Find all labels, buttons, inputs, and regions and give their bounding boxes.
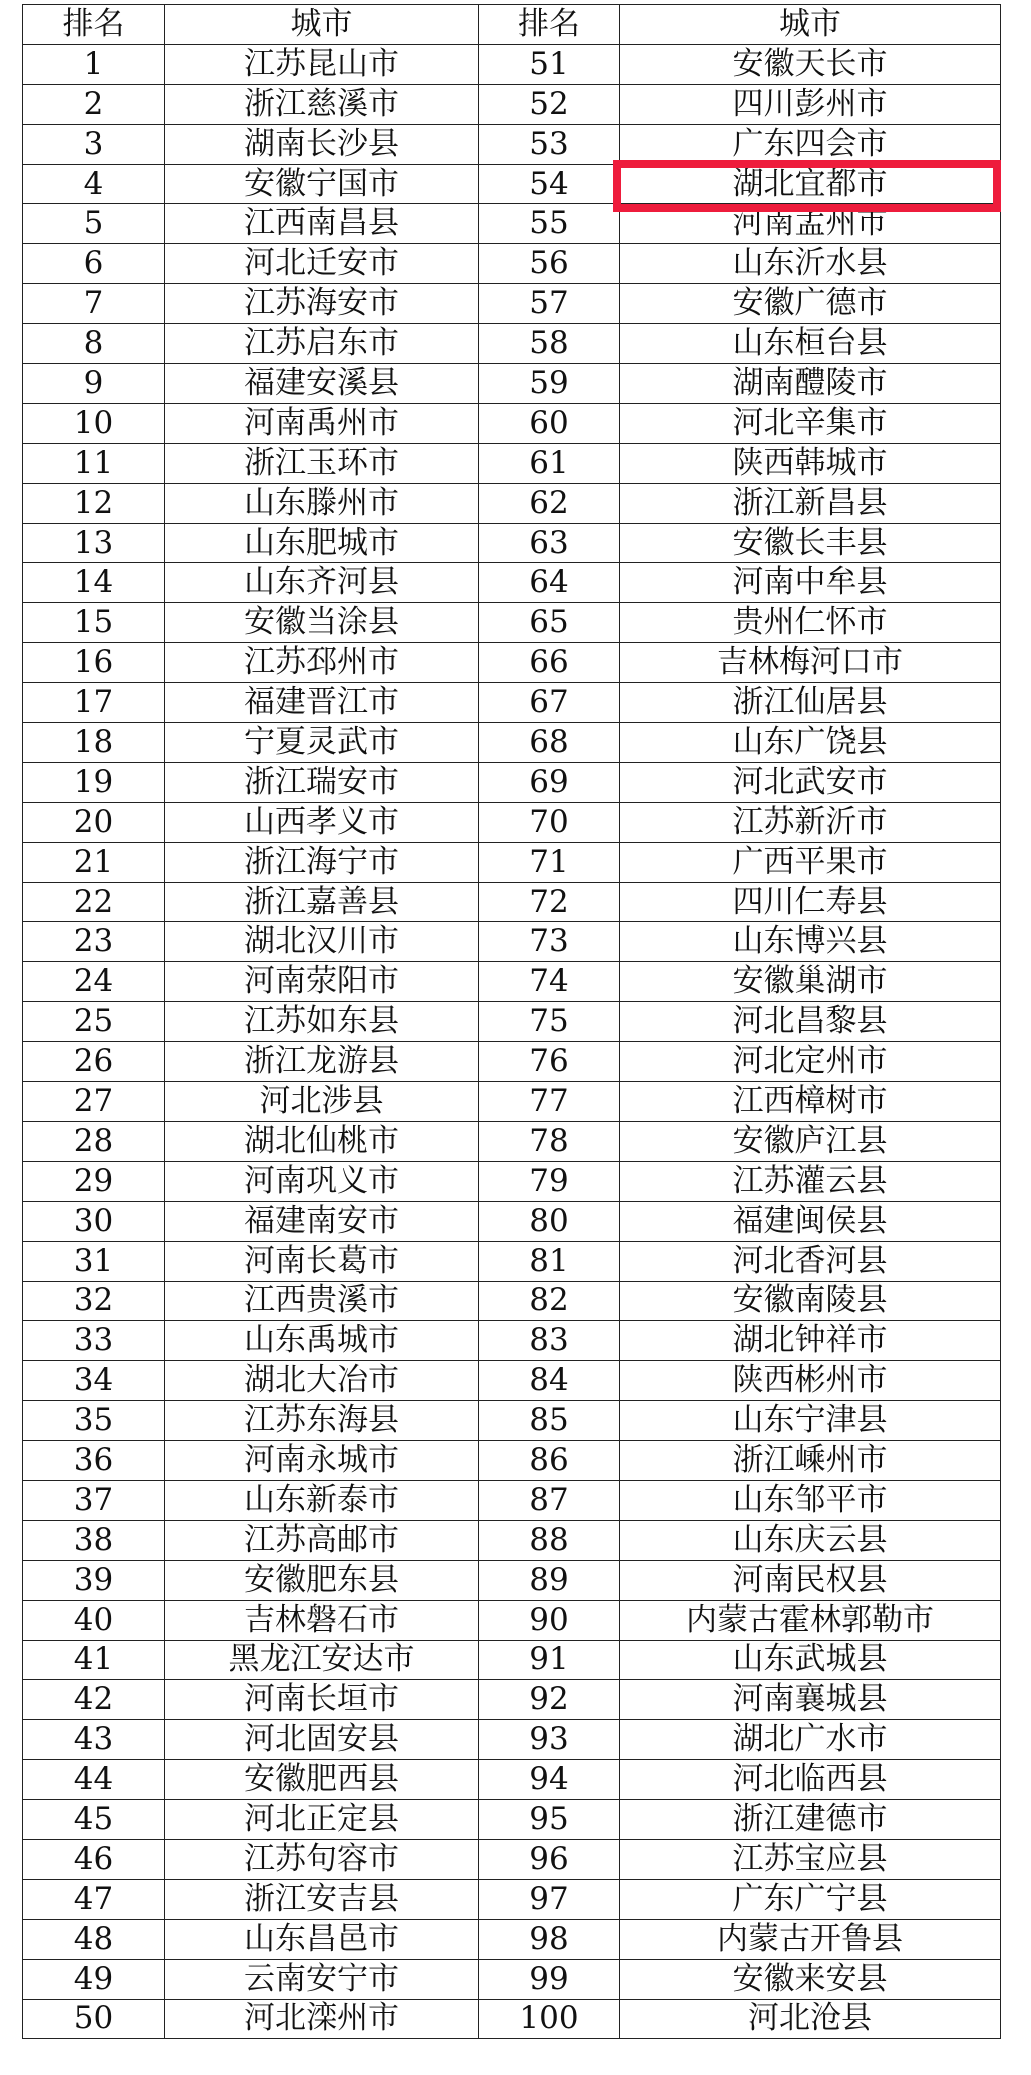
rank-left-cell: 44 bbox=[23, 1760, 165, 1800]
city-left-cell: 山东肥城市 bbox=[165, 523, 479, 563]
city-right-cell: 河北武安市 bbox=[620, 762, 1001, 802]
city-left-cell: 浙江海宁市 bbox=[165, 842, 479, 882]
table-row bbox=[23, 443, 1001, 483]
table-row bbox=[23, 1760, 1001, 1800]
city-right-cell: 河南襄城县 bbox=[620, 1680, 1001, 1720]
city-left-cell: 山东齐河县 bbox=[165, 563, 479, 603]
city-right-cell: 安徽长丰县 bbox=[620, 523, 1001, 563]
city-right-cell: 河北沧县 bbox=[620, 1999, 1001, 2039]
city-right-cell: 河北香河县 bbox=[620, 1241, 1001, 1281]
city-right-cell: 湖北钟祥市 bbox=[620, 1321, 1001, 1361]
city-right-cell: 广东广宁县 bbox=[620, 1879, 1001, 1919]
city-right-cell: 陕西韩城市 bbox=[620, 443, 1001, 483]
city-left-cell: 河南长葛市 bbox=[165, 1241, 479, 1281]
rank-right-cell: 56 bbox=[479, 244, 620, 284]
city-left-cell: 安徽肥西县 bbox=[165, 1760, 479, 1800]
rank-right-cell: 62 bbox=[479, 483, 620, 523]
table-row bbox=[23, 1560, 1001, 1600]
rank-left-cell: 18 bbox=[23, 723, 165, 763]
rank-right-cell: 74 bbox=[479, 962, 620, 1002]
rank-left-cell: 34 bbox=[23, 1361, 165, 1401]
rank-left-cell: 47 bbox=[23, 1879, 165, 1919]
rank-right-cell: 88 bbox=[479, 1520, 620, 1560]
city-right-cell: 河北定州市 bbox=[620, 1042, 1001, 1082]
city-left-cell: 河南永城市 bbox=[165, 1441, 479, 1481]
rank-left-cell: 41 bbox=[23, 1640, 165, 1680]
city-left-cell: 江苏东海县 bbox=[165, 1401, 479, 1441]
rank-left-cell: 20 bbox=[23, 802, 165, 842]
rank-left-cell: 30 bbox=[23, 1201, 165, 1241]
city-left-cell: 江苏如东县 bbox=[165, 1002, 479, 1042]
table-row bbox=[23, 324, 1001, 364]
city-right-cell: 安徽广德市 bbox=[620, 284, 1001, 324]
table-row bbox=[23, 1600, 1001, 1640]
city-left-cell: 福建南安市 bbox=[165, 1201, 479, 1241]
header-city-left: 城市 bbox=[165, 5, 479, 45]
city-left-cell: 湖北大冶市 bbox=[165, 1361, 479, 1401]
rank-right-cell: 60 bbox=[479, 403, 620, 443]
rank-right-cell: 52 bbox=[479, 84, 620, 124]
table-row bbox=[23, 1999, 1001, 2039]
rank-right-cell: 86 bbox=[479, 1441, 620, 1481]
city-right-cell: 河南民权县 bbox=[620, 1560, 1001, 1600]
rank-right-cell: 65 bbox=[479, 603, 620, 643]
rank-right-cell: 87 bbox=[479, 1480, 620, 1520]
rank-left-cell: 17 bbox=[23, 683, 165, 723]
rank-right-cell: 84 bbox=[479, 1361, 620, 1401]
rank-right-cell: 79 bbox=[479, 1161, 620, 1201]
table-row bbox=[23, 842, 1001, 882]
city-left-cell: 江苏昆山市 bbox=[165, 44, 479, 84]
city-right-cell: 陕西彬州市 bbox=[620, 1361, 1001, 1401]
city-left-cell: 安徽当涂县 bbox=[165, 603, 479, 643]
city-right-cell: 湖北宜都市 bbox=[620, 164, 1001, 204]
city-left-cell: 浙江龙游县 bbox=[165, 1042, 479, 1082]
rank-right-cell: 67 bbox=[479, 683, 620, 723]
table-row bbox=[23, 1839, 1001, 1879]
table-row bbox=[23, 44, 1001, 84]
rank-left-cell: 48 bbox=[23, 1919, 165, 1959]
table-row bbox=[23, 244, 1001, 284]
city-right-cell: 吉林梅河口市 bbox=[620, 643, 1001, 683]
rank-right-cell: 100 bbox=[479, 1999, 620, 2039]
table-row bbox=[23, 1321, 1001, 1361]
rank-left-cell: 31 bbox=[23, 1241, 165, 1281]
city-left-cell: 江苏句容市 bbox=[165, 1839, 479, 1879]
header-row bbox=[23, 5, 1001, 45]
rank-left-cell: 23 bbox=[23, 922, 165, 962]
rank-left-cell: 45 bbox=[23, 1800, 165, 1840]
rank-left-cell: 2 bbox=[23, 84, 165, 124]
rank-left-cell: 14 bbox=[23, 563, 165, 603]
city-left-cell: 山东滕州市 bbox=[165, 483, 479, 523]
rank-left-cell: 16 bbox=[23, 643, 165, 683]
rank-left-cell: 42 bbox=[23, 1680, 165, 1720]
rank-right-cell: 93 bbox=[479, 1720, 620, 1760]
city-left-cell: 河北固安县 bbox=[165, 1720, 479, 1760]
city-left-cell: 湖北汉川市 bbox=[165, 922, 479, 962]
rank-left-cell: 38 bbox=[23, 1520, 165, 1560]
city-right-cell: 山东武城县 bbox=[620, 1640, 1001, 1680]
city-right-cell: 山东广饶县 bbox=[620, 723, 1001, 763]
ranking-table bbox=[22, 4, 1001, 2039]
table-row bbox=[23, 1121, 1001, 1161]
city-right-cell: 安徽天长市 bbox=[620, 44, 1001, 84]
city-left-cell: 浙江安吉县 bbox=[165, 1879, 479, 1919]
rank-left-cell: 29 bbox=[23, 1161, 165, 1201]
city-left-cell: 河南荥阳市 bbox=[165, 962, 479, 1002]
rank-right-cell: 55 bbox=[479, 204, 620, 244]
rank-left-cell: 21 bbox=[23, 842, 165, 882]
rank-right-cell: 82 bbox=[479, 1281, 620, 1321]
rank-right-cell: 66 bbox=[479, 643, 620, 683]
city-left-cell: 江西南昌县 bbox=[165, 204, 479, 244]
city-right-cell: 江苏宝应县 bbox=[620, 1839, 1001, 1879]
rank-right-cell: 95 bbox=[479, 1800, 620, 1840]
city-right-cell: 安徽巢湖市 bbox=[620, 962, 1001, 1002]
city-left-cell: 山东新泰市 bbox=[165, 1480, 479, 1520]
rank-left-cell: 24 bbox=[23, 962, 165, 1002]
rank-right-cell: 99 bbox=[479, 1959, 620, 1999]
rank-right-cell: 81 bbox=[479, 1241, 620, 1281]
table-row bbox=[23, 523, 1001, 563]
rank-right-cell: 90 bbox=[479, 1600, 620, 1640]
rank-right-cell: 75 bbox=[479, 1002, 620, 1042]
header-rank-left: 排名 bbox=[23, 5, 165, 45]
rank-right-cell: 91 bbox=[479, 1640, 620, 1680]
table-row bbox=[23, 204, 1001, 244]
city-left-cell: 江苏邳州市 bbox=[165, 643, 479, 683]
rank-right-cell: 63 bbox=[479, 523, 620, 563]
table-row bbox=[23, 1161, 1001, 1201]
rank-right-cell: 53 bbox=[479, 124, 620, 164]
rank-left-cell: 39 bbox=[23, 1560, 165, 1600]
table-row bbox=[23, 1959, 1001, 1999]
rank-right-cell: 70 bbox=[479, 802, 620, 842]
table-row bbox=[23, 164, 1001, 204]
city-left-cell: 安徽肥东县 bbox=[165, 1560, 479, 1600]
city-right-cell: 河北临西县 bbox=[620, 1760, 1001, 1800]
rank-right-cell: 68 bbox=[479, 723, 620, 763]
table-row bbox=[23, 84, 1001, 124]
city-right-cell: 山东宁津县 bbox=[620, 1401, 1001, 1441]
city-left-cell: 宁夏灵武市 bbox=[165, 723, 479, 763]
rank-right-cell: 78 bbox=[479, 1121, 620, 1161]
table-row bbox=[23, 1879, 1001, 1919]
city-right-cell: 广西平果市 bbox=[620, 842, 1001, 882]
rank-left-cell: 50 bbox=[23, 1999, 165, 2039]
city-left-cell: 河南长垣市 bbox=[165, 1680, 479, 1720]
city-right-cell: 河南孟州市 bbox=[620, 204, 1001, 244]
table-row bbox=[23, 723, 1001, 763]
city-left-cell: 山西孝义市 bbox=[165, 802, 479, 842]
rank-right-cell: 72 bbox=[479, 882, 620, 922]
table-row bbox=[23, 1640, 1001, 1680]
city-left-cell: 河南巩义市 bbox=[165, 1161, 479, 1201]
rank-right-cell: 98 bbox=[479, 1919, 620, 1959]
city-right-cell: 河北昌黎县 bbox=[620, 1002, 1001, 1042]
city-right-cell: 浙江嵊州市 bbox=[620, 1441, 1001, 1481]
table-row bbox=[23, 1441, 1001, 1481]
city-left-cell: 河北迁安市 bbox=[165, 244, 479, 284]
table-body bbox=[23, 44, 1001, 2039]
city-right-cell: 安徽南陵县 bbox=[620, 1281, 1001, 1321]
city-right-cell: 四川仁寿县 bbox=[620, 882, 1001, 922]
table-row bbox=[23, 1241, 1001, 1281]
city-left-cell: 浙江瑞安市 bbox=[165, 762, 479, 802]
table-row bbox=[23, 922, 1001, 962]
table-row bbox=[23, 1002, 1001, 1042]
rank-left-cell: 32 bbox=[23, 1281, 165, 1321]
city-right-cell: 江苏新沂市 bbox=[620, 802, 1001, 842]
rank-left-cell: 26 bbox=[23, 1042, 165, 1082]
city-right-cell: 山东博兴县 bbox=[620, 922, 1001, 962]
rank-right-cell: 51 bbox=[479, 44, 620, 84]
city-right-cell: 安徽来安县 bbox=[620, 1959, 1001, 1999]
table-row bbox=[23, 762, 1001, 802]
rank-left-cell: 43 bbox=[23, 1720, 165, 1760]
rank-left-cell: 28 bbox=[23, 1121, 165, 1161]
table-row bbox=[23, 1480, 1001, 1520]
table-row bbox=[23, 1919, 1001, 1959]
table-row bbox=[23, 1281, 1001, 1321]
table-row bbox=[23, 1401, 1001, 1441]
city-right-cell: 河北辛集市 bbox=[620, 403, 1001, 443]
table-row bbox=[23, 1520, 1001, 1560]
table-row bbox=[23, 802, 1001, 842]
city-right-cell: 山东邹平市 bbox=[620, 1480, 1001, 1520]
rank-left-cell: 9 bbox=[23, 364, 165, 404]
rank-right-cell: 97 bbox=[479, 1879, 620, 1919]
rank-right-cell: 80 bbox=[479, 1201, 620, 1241]
city-left-cell: 云南安宁市 bbox=[165, 1959, 479, 1999]
city-left-cell: 江苏高邮市 bbox=[165, 1520, 479, 1560]
table-row bbox=[23, 403, 1001, 443]
rank-right-cell: 83 bbox=[479, 1321, 620, 1361]
rank-right-cell: 59 bbox=[479, 364, 620, 404]
city-left-cell: 浙江玉环市 bbox=[165, 443, 479, 483]
table-row bbox=[23, 1680, 1001, 1720]
city-left-cell: 浙江嘉善县 bbox=[165, 882, 479, 922]
rank-left-cell: 4 bbox=[23, 164, 165, 204]
rank-right-cell: 54 bbox=[479, 164, 620, 204]
city-right-cell: 山东庆云县 bbox=[620, 1520, 1001, 1560]
rank-right-cell: 96 bbox=[479, 1839, 620, 1879]
rank-left-cell: 35 bbox=[23, 1401, 165, 1441]
city-right-cell: 四川彭州市 bbox=[620, 84, 1001, 124]
rank-left-cell: 22 bbox=[23, 882, 165, 922]
city-left-cell: 安徽宁国市 bbox=[165, 164, 479, 204]
table-row bbox=[23, 483, 1001, 523]
table-header bbox=[23, 5, 1001, 45]
table-row bbox=[23, 683, 1001, 723]
rank-right-cell: 77 bbox=[479, 1082, 620, 1122]
rank-right-cell: 64 bbox=[479, 563, 620, 603]
rank-right-cell: 92 bbox=[479, 1680, 620, 1720]
rank-right-cell: 85 bbox=[479, 1401, 620, 1441]
table-row bbox=[23, 284, 1001, 324]
city-right-cell: 山东沂水县 bbox=[620, 244, 1001, 284]
table-row bbox=[23, 1720, 1001, 1760]
header-rank-right: 排名 bbox=[479, 5, 620, 45]
city-left-cell: 湖南长沙县 bbox=[165, 124, 479, 164]
city-right-cell: 贵州仁怀市 bbox=[620, 603, 1001, 643]
city-left-cell: 湖北仙桃市 bbox=[165, 1121, 479, 1161]
city-left-cell: 江苏海安市 bbox=[165, 284, 479, 324]
table-row bbox=[23, 1800, 1001, 1840]
table-row bbox=[23, 563, 1001, 603]
rank-right-cell: 58 bbox=[479, 324, 620, 364]
city-right-cell: 山东桓台县 bbox=[620, 324, 1001, 364]
table-row bbox=[23, 124, 1001, 164]
rank-left-cell: 33 bbox=[23, 1321, 165, 1361]
city-right-cell: 广东四会市 bbox=[620, 124, 1001, 164]
table-row bbox=[23, 603, 1001, 643]
rank-right-cell: 76 bbox=[479, 1042, 620, 1082]
rank-left-cell: 46 bbox=[23, 1839, 165, 1879]
city-right-cell: 浙江仙居县 bbox=[620, 683, 1001, 723]
rank-left-cell: 27 bbox=[23, 1082, 165, 1122]
rank-left-cell: 37 bbox=[23, 1480, 165, 1520]
city-right-cell: 河南中牟县 bbox=[620, 563, 1001, 603]
city-right-cell: 安徽庐江县 bbox=[620, 1121, 1001, 1161]
rank-left-cell: 10 bbox=[23, 403, 165, 443]
rank-right-cell: 69 bbox=[479, 762, 620, 802]
city-right-cell: 内蒙古开鲁县 bbox=[620, 1919, 1001, 1959]
city-left-cell: 山东禹城市 bbox=[165, 1321, 479, 1361]
city-right-cell: 湖北广水市 bbox=[620, 1720, 1001, 1760]
city-left-cell: 江西贵溪市 bbox=[165, 1281, 479, 1321]
city-left-cell: 黑龙江安达市 bbox=[165, 1640, 479, 1680]
rank-left-cell: 5 bbox=[23, 204, 165, 244]
city-left-cell: 江苏启东市 bbox=[165, 324, 479, 364]
city-right-cell: 江苏灌云县 bbox=[620, 1161, 1001, 1201]
rank-left-cell: 13 bbox=[23, 523, 165, 563]
rank-left-cell: 6 bbox=[23, 244, 165, 284]
city-left-cell: 福建晋江市 bbox=[165, 683, 479, 723]
city-right-cell: 浙江新昌县 bbox=[620, 483, 1001, 523]
city-left-cell: 河北正定县 bbox=[165, 1800, 479, 1840]
rank-right-cell: 73 bbox=[479, 922, 620, 962]
table-row bbox=[23, 962, 1001, 1002]
city-right-cell: 浙江建德市 bbox=[620, 1800, 1001, 1840]
rank-right-cell: 71 bbox=[479, 842, 620, 882]
rank-left-cell: 11 bbox=[23, 443, 165, 483]
city-left-cell: 吉林磐石市 bbox=[165, 1600, 479, 1640]
table-row bbox=[23, 364, 1001, 404]
rank-left-cell: 36 bbox=[23, 1441, 165, 1481]
table-row bbox=[23, 1361, 1001, 1401]
rank-left-cell: 15 bbox=[23, 603, 165, 643]
header-city-right: 城市 bbox=[620, 5, 1001, 45]
rank-left-cell: 40 bbox=[23, 1600, 165, 1640]
rank-left-cell: 3 bbox=[23, 124, 165, 164]
city-left-cell: 河南禹州市 bbox=[165, 403, 479, 443]
rank-left-cell: 8 bbox=[23, 324, 165, 364]
table-row bbox=[23, 882, 1001, 922]
table-row bbox=[23, 1042, 1001, 1082]
rank-left-cell: 7 bbox=[23, 284, 165, 324]
city-right-cell: 内蒙古霍林郭勒市 bbox=[620, 1600, 1001, 1640]
rank-right-cell: 57 bbox=[479, 284, 620, 324]
city-left-cell: 河北滦州市 bbox=[165, 1999, 479, 2039]
city-left-cell: 浙江慈溪市 bbox=[165, 84, 479, 124]
city-right-cell: 福建闽侯县 bbox=[620, 1201, 1001, 1241]
rank-left-cell: 49 bbox=[23, 1959, 165, 1999]
rank-right-cell: 61 bbox=[479, 443, 620, 483]
rank-left-cell: 25 bbox=[23, 1002, 165, 1042]
city-right-cell: 江西樟树市 bbox=[620, 1082, 1001, 1122]
rank-right-cell: 89 bbox=[479, 1560, 620, 1600]
table-row bbox=[23, 1201, 1001, 1241]
city-left-cell: 山东昌邑市 bbox=[165, 1919, 479, 1959]
city-right-cell: 湖南醴陵市 bbox=[620, 364, 1001, 404]
table-row bbox=[23, 1082, 1001, 1122]
rank-right-cell: 94 bbox=[479, 1760, 620, 1800]
city-left-cell: 福建安溪县 bbox=[165, 364, 479, 404]
rank-left-cell: 19 bbox=[23, 762, 165, 802]
rank-left-cell: 1 bbox=[23, 44, 165, 84]
city-left-cell: 河北涉县 bbox=[165, 1082, 479, 1122]
rank-left-cell: 12 bbox=[23, 483, 165, 523]
table-row bbox=[23, 643, 1001, 683]
